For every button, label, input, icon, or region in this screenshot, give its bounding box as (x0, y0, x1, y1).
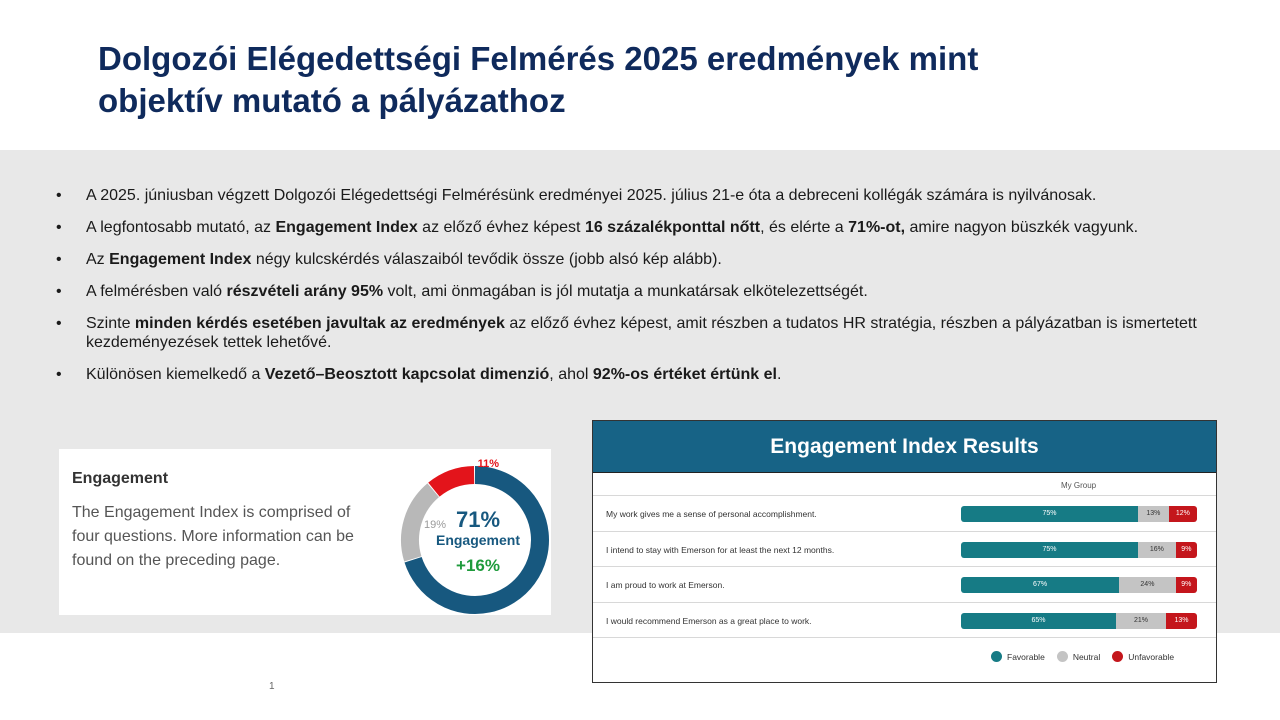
unfavorable-segment: 13% (1166, 613, 1197, 629)
results-legend (991, 651, 1186, 662)
donut-slice-unfavorable (434, 475, 474, 490)
bullet-marker: • (56, 219, 62, 236)
bullet-text: , ahol (549, 366, 593, 383)
legend-label: Neutral (1072, 651, 1101, 662)
result-question: I intend to stay with Emerson for at least the next 12 months. (606, 544, 835, 555)
favorable-segment: 75% (961, 506, 1138, 522)
bullet-text: volt, ami önmagában is jól mutatja a munkatársak elkötelezettségét. (383, 283, 868, 300)
bullet-item (56, 314, 1226, 352)
bullet-emphasis: Engagement Index (109, 251, 252, 268)
legend-unfavorable (1112, 651, 1174, 662)
bullet-item (56, 282, 1226, 301)
bullet-emphasis: 71%-ot, (848, 219, 906, 236)
legend-favorable (991, 651, 1045, 662)
slide-title: Dolgozói Elégedettségi Felmérés 2025 eredmények mint objektív mutató a pályázathoz (98, 40, 979, 119)
engagement-results-header: Engagement Index Results (593, 421, 1216, 473)
bullet-item (56, 365, 1226, 384)
result-row (593, 495, 1216, 532)
bullet-text: négy kulcskérdés válaszaiból tevődik össze (jobb alsó kép alább). (251, 251, 722, 268)
neutral-segment: 24% (1119, 577, 1176, 593)
neutral-segment: 21% (1116, 613, 1166, 629)
legend-neutral (1057, 651, 1100, 662)
bullet-marker: • (56, 187, 62, 204)
result-question: My work gives me a sense of personal accomplishment. (606, 509, 817, 519)
result-question: I would recommend Emerson as a great place to work. (606, 615, 812, 626)
bullet-marker: • (56, 366, 62, 383)
engagement-card-description: The Engagement Index is comprised of four questions. More information can be found on the preceding page. (72, 504, 354, 569)
table-bottom-divider (593, 637, 1216, 638)
result-stacked-bar (961, 577, 1197, 593)
donut-center-change: +16% (456, 556, 500, 575)
bullet-text: az előző évhez képest, amit részben a tudatos HR stratégia, részben a pályázatban is ismertetett kezdeményezések tettek lehetővé. (86, 315, 1197, 351)
bullet-emphasis: 16 százalékponttal nőtt (584, 219, 761, 236)
result-question: I am proud to work at Emerson. (606, 580, 725, 590)
result-row (593, 566, 1216, 603)
bullet-text: Az (86, 251, 110, 268)
unfavorable-segment: 12% (1169, 506, 1197, 522)
bullet-text: amire nagyon büszkék vagyunk. (905, 219, 1139, 236)
result-stacked-bar (961, 613, 1197, 629)
bullet-text: , és elérte a (760, 219, 849, 236)
legend-swatch (1057, 651, 1068, 662)
bullet-emphasis: Vezető–Beosztott kapcsolat dimenzió (264, 366, 550, 383)
bullet-text: A legfontosabb mutató, az (86, 219, 276, 236)
donut-center-value: 71% (455, 507, 501, 532)
bullet-text: A felmérésben való (86, 283, 227, 300)
favorable-segment: 75% (961, 542, 1138, 558)
favorable-segment: 65% (961, 613, 1116, 629)
neutral-segment: 16% (1138, 542, 1176, 558)
donut-center-label: Engagement (435, 532, 521, 548)
engagement-results-panel (592, 420, 1217, 683)
donut-label-unfavorable: 11% (477, 458, 499, 470)
bullet-text: az előző évhez képest (417, 219, 585, 236)
bullet-text: Szinte (86, 315, 135, 332)
bullet-emphasis: minden kérdés esetében javultak az eredmények (134, 315, 505, 332)
neutral-segment: 13% (1138, 506, 1169, 522)
bullet-emphasis: részvételi arány 95% (226, 283, 384, 300)
unfavorable-segment: 9% (1176, 577, 1197, 593)
bullet-item (56, 250, 1226, 269)
engagement-results-table (593, 473, 1216, 681)
result-row (593, 531, 1216, 568)
result-stacked-bar (961, 506, 1197, 522)
legend-label: Unfavorable (1128, 651, 1175, 662)
bullet-emphasis: 92%-os értéket értünk el (592, 366, 777, 383)
engagement-donut-chart (399, 449, 551, 615)
result-row (593, 602, 1216, 639)
favorable-segment: 67% (961, 577, 1119, 593)
engagement-card-title: Engagement (72, 470, 169, 487)
bullet-marker: • (56, 251, 62, 268)
bullet-emphasis: Engagement Index (275, 219, 418, 236)
engagement-card (59, 449, 551, 615)
bullet-text: A 2025. júniusban végzett Dolgozói Elégedettségi Felmérésünk eredményei 2025. július 21-e óta a debreceni kollégák számára is nyilvánosak. (86, 187, 1097, 204)
bullet-marker: • (56, 315, 62, 332)
page-number: 1 (269, 681, 275, 692)
result-stacked-bar (961, 542, 1197, 558)
unfavorable-segment: 9% (1176, 542, 1197, 558)
legend-swatch (991, 651, 1002, 662)
bullet-list (56, 186, 1226, 397)
bullet-text: . (776, 366, 782, 383)
donut-label-neutral: 19% (423, 519, 447, 531)
group-column-header: My Group (1061, 481, 1097, 490)
bullet-item (56, 186, 1226, 205)
legend-label: Favorable (1007, 651, 1045, 662)
bullet-text: Különösen kiemelkedő a (86, 366, 265, 383)
legend-swatch (1112, 651, 1123, 662)
bullet-marker: • (56, 283, 62, 300)
bullet-item (56, 218, 1226, 237)
